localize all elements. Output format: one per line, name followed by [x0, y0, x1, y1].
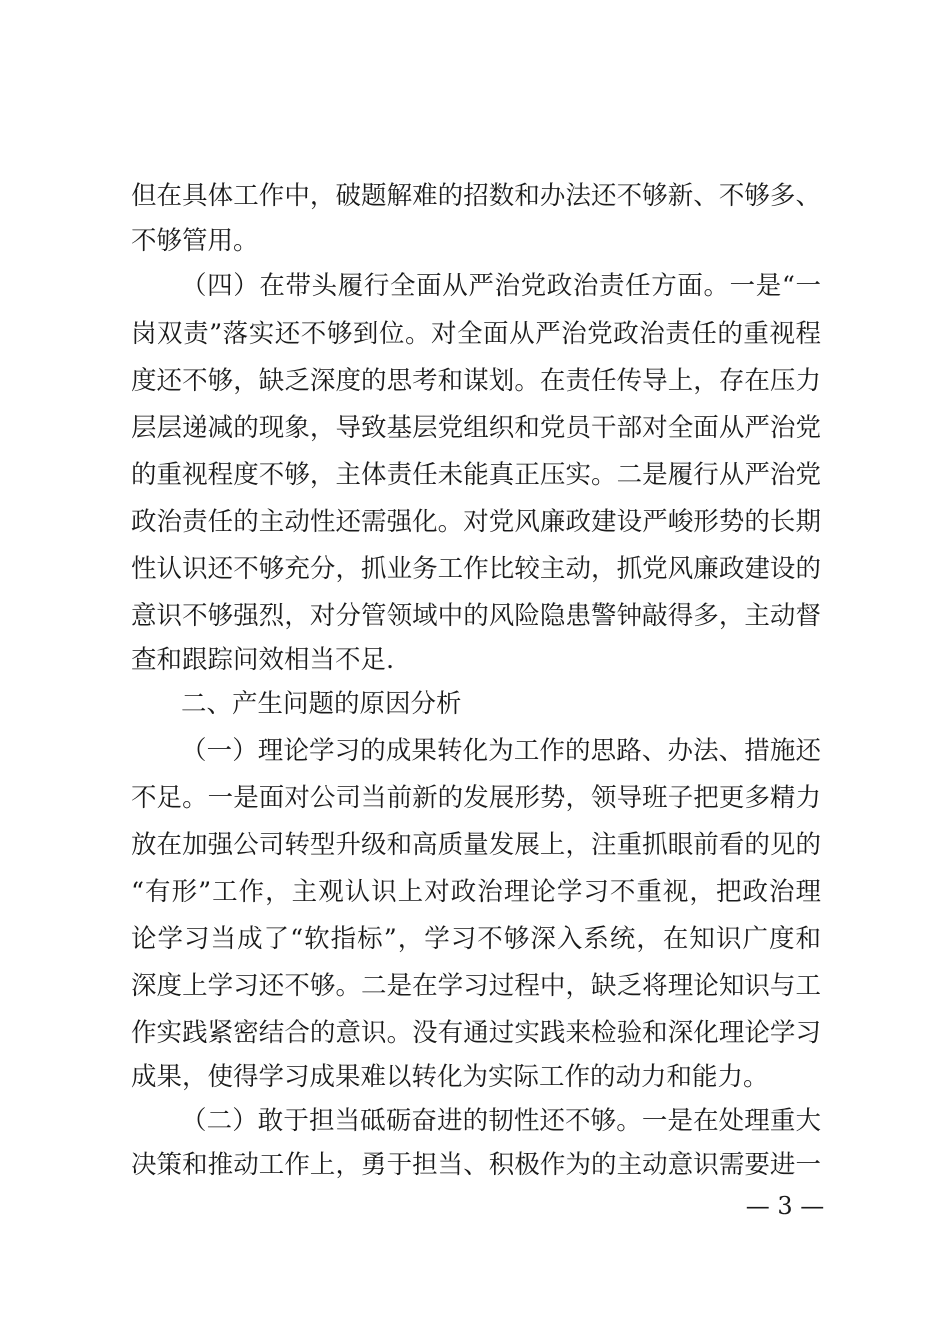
section-heading: 二、产生问题的原因分析 [181, 689, 462, 719]
text-line: 岗双责”落实还不够到位。对全面从严治党政治责任的重视程 [131, 319, 821, 349]
text-line: 不够管用。 [131, 226, 259, 256]
text-line: 放在加强公司转型升级和高质量发展上，注重抓眼前看的见的 [131, 830, 821, 860]
text-line: 成果，使得学习成果难以转化为实际工作的动力和能力。 [131, 1062, 769, 1092]
text-line: 决策和推动工作上，勇于担当、积极作为的主动意识需要进一 [131, 1150, 821, 1180]
text-line: 意识不够强烈，对分管领域中的风险隐患警钟敲得多，主动督 [131, 601, 821, 631]
page-number: — 3 — [745, 1192, 825, 1220]
text-line: 不足。一是面对公司当前新的发展形势，领导班子把更多精力 [131, 783, 821, 813]
text-line: 政治责任的主动性还需强化。对党风廉政建设严峻形势的长期 [131, 507, 821, 537]
text-line: 性认识还不够充分，抓业务工作比较主动，抓党风廉政建设的 [131, 554, 821, 584]
text-line: 查和跟踪问效相当不足. [131, 645, 395, 675]
text-line: 论学习当成了“软指标”，学习不够深入系统，在知识广度和 [131, 924, 821, 954]
text-line: 但在具体工作中，破题解难的招数和办法还不够新、不够多、 [131, 181, 821, 211]
text-line: 的重视程度不够，主体责任未能真正压实。二是履行从严治党 [131, 460, 821, 490]
text-line: 层层递减的现象，导致基层党组织和党员干部对全面从严治党 [131, 413, 821, 443]
text-line: 度还不够，缺乏深度的思考和谋划。在责任传导上，存在压力 [131, 366, 821, 396]
subsection-two-heading-line: （二）敢于担当砥砺奋进的韧性还不够。一是在处理重大 [181, 1106, 821, 1136]
section-four-heading-line: （四）在带头履行全面从严治党政治责任方面。一是“一 [181, 271, 821, 301]
text-line: 深度上学习还不够。二是在学习过程中，缺乏将理论知识与工 [131, 971, 821, 1001]
subsection-one-heading-line: （一）理论学习的成果转化为工作的思路、办法、措施还 [181, 736, 821, 766]
text-line: 作实践紧密结合的意识。没有通过实践来检验和深化理论学习 [131, 1018, 821, 1048]
text-line: “有形”工作，主观认识上对政治理论学习不重视，把政治理 [131, 877, 821, 907]
